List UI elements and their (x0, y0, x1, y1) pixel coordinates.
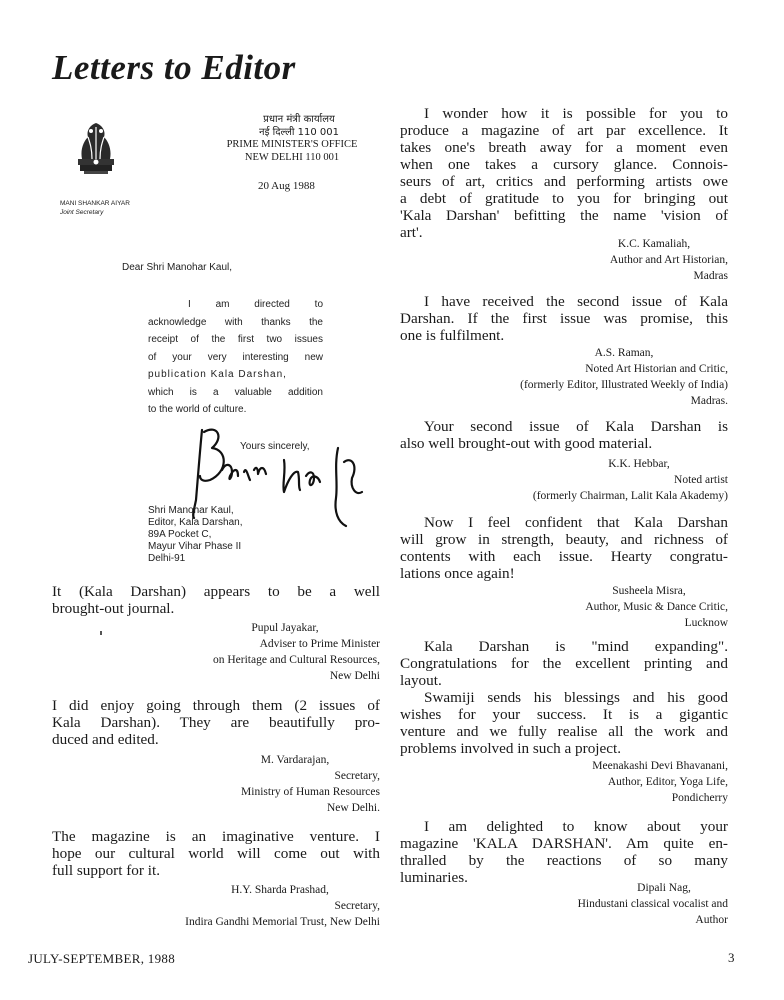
letter-bhavanani-text (400, 638, 728, 757)
letterhead-hindi (248, 113, 350, 139)
text-line: lations once again! (400, 565, 515, 582)
letter-vardarajan-text (52, 697, 380, 748)
text-line: when one takes a cursory glance. Connois- (400, 156, 728, 173)
text-line: I wonder how it is possible for you to (424, 105, 728, 122)
letterhead-office-line: PRIME MINISTER'S OFFICE (226, 139, 358, 150)
text-line: Your second issue of Kala Darshan is (424, 418, 728, 435)
text-line: Swamiji sends his blessings and his good (424, 689, 728, 706)
sender-name: MANI SHANKAR AIYAR (60, 200, 130, 207)
letter-body-line: I am directed to (188, 299, 323, 310)
letter-prashad-signature (120, 882, 380, 930)
text-line: full support for it. (52, 862, 160, 879)
letter-address (148, 505, 243, 565)
signature-line: Dipali Nag, (637, 882, 691, 894)
signature-line: Ministry of Human Resources (241, 786, 380, 798)
letter-salutation: Dear Shri Manohar Kaul, (122, 262, 233, 273)
signature-line: M. Vardarajan, (260, 754, 330, 766)
signature-line: K.K. Hebbar, (608, 458, 670, 470)
letter-hebbar-text (400, 418, 728, 452)
address-line: Delhi-91 (148, 553, 186, 564)
letter-body-line: to the world of culture. (148, 404, 247, 415)
signature-line: Madras (693, 270, 728, 282)
text-line: hope our cultural world will come out with (52, 845, 380, 862)
text-line: magazine 'KALA DARSHAN'. Am quite en- (400, 835, 728, 852)
letter-body-line: receipt of the first two issues (148, 334, 323, 345)
letterhead-hindi-line: प्रधान मंत्री कार्यालय (263, 114, 335, 125)
letterhead-office (222, 138, 362, 164)
letter-misra-text (400, 514, 728, 582)
signature-line: Secretary, (334, 900, 380, 912)
text-line: also well brought-out with good material. (400, 435, 653, 452)
text-line: contents with each issue. Hearty congratu- (400, 548, 728, 565)
signature-line: K.C. Kamaliah, (617, 238, 691, 250)
letter-jayakar-signature (150, 620, 380, 684)
letterhead-hindi-line: नई दिल्ली 110 001 (259, 127, 339, 138)
sender-block (60, 199, 130, 217)
signature-line: Author, Music & Dance Critic, (585, 601, 728, 613)
letter-prashad-text (52, 828, 380, 879)
text-line: Congratulations for the excellent printing and (400, 655, 728, 672)
text-line: layout. (400, 672, 442, 689)
text-line: a debt of gratitude to you for bringing out (400, 190, 728, 207)
letter-raman-signature (440, 345, 728, 409)
text-line: duced and edited. (52, 731, 159, 748)
text-line: Now I feel confident that Kala Darshan (424, 514, 728, 531)
signature-line: on Heritage and Cultural Resources, (212, 654, 380, 666)
letter-bhavanani-signature (480, 758, 728, 806)
letter-nag-signature (480, 880, 728, 928)
text-line: thralled by the reactions of so many (400, 852, 728, 869)
signature-line: Madras. (690, 395, 728, 407)
signature-line: New Delhi (329, 670, 380, 682)
text-line: will grow in strength, beauty, and richness of (400, 531, 728, 548)
text-line: I am delighted to know about your (424, 818, 728, 835)
letter-body-line: acknowledge with thanks the (148, 316, 323, 328)
signature-line: Author and Art Historian, (609, 254, 728, 266)
letter-raman-text (400, 293, 728, 344)
text-line: brought-out journal. (52, 600, 175, 617)
national-emblem-icon (74, 115, 118, 177)
signature-line: Pupul Jayakar, (251, 622, 319, 634)
text-line: takes one's breath away for a moment even (400, 139, 728, 156)
letter-closing: Yours sincerely, (240, 441, 310, 452)
signature-line: Lucknow (684, 617, 728, 629)
signature-line: Author (695, 914, 728, 926)
letter-hebbar-signature (440, 456, 728, 504)
signature-line: (formerly Editor, Illustrated Weekly of India) (520, 379, 728, 391)
text-line: Kala Darshan). They are beautifully pro- (52, 714, 380, 731)
signature-line: H.Y. Sharda Prashad, (231, 884, 329, 896)
sender-title: Joint Secretary (60, 209, 104, 216)
signature-line: Noted Art Historian and Critic, (585, 363, 728, 375)
letterhead-office-line: NEW DELHI 110 001 (244, 152, 340, 163)
signature-line: Meenakashi Devi Bhavanani, (592, 760, 728, 772)
letter-nag-text (400, 818, 728, 886)
signature-line: Susheela Misra, (612, 585, 686, 597)
letter-jayakar-text (52, 583, 380, 617)
letter-date: 20 Aug 1988 (258, 180, 315, 192)
letter-body-line: publication Kala Darshan, (148, 369, 287, 380)
text-line: produce a magazine of art par excellence. It (400, 122, 728, 139)
text-line: Kala Darshan is "mind expanding". (424, 638, 728, 655)
letter-body (148, 296, 323, 419)
print-speck (100, 631, 102, 635)
signature-line: Noted artist (674, 474, 728, 486)
letter-body-line: of your very interesting new (148, 351, 323, 363)
text-line: venture and we fully realise all the work and (400, 723, 728, 740)
text-line: I have received the second issue of Kala (424, 293, 728, 310)
issue-date: JULY-SEPTEMBER, 1988 (28, 951, 175, 966)
signature-line: Pondicherry (671, 792, 728, 804)
text-line: luminaries. (400, 869, 468, 886)
text-line: The magazine is an imaginative venture. I (52, 828, 380, 845)
text-line: seurs of art, critics and performing artists owe (400, 173, 728, 190)
text-line: art'. (400, 224, 423, 241)
page-number: 3 (728, 950, 735, 965)
text-line: It (Kala Darshan) appears to be a well (52, 583, 380, 600)
signature-line: Secretary, (334, 770, 380, 782)
address-line: Shri Manohar Kaul, (148, 505, 234, 516)
signature-line: Indira Gandhi Memorial Trust, New Delhi (185, 916, 380, 928)
letter-misra-signature (480, 583, 728, 631)
letter-vardarajan-signature (150, 752, 380, 816)
text-line: I did enjoy going through them (2 issues of (52, 697, 380, 714)
text-line: one is fulfilment. (400, 327, 505, 344)
address-line: Editor, Kala Darshan, (148, 517, 243, 528)
signature-line: Hindustani classical vocalist and (577, 898, 728, 910)
signature-line: New Delhi. (326, 802, 380, 814)
signature-line: Adviser to Prime Minister (259, 638, 380, 650)
letter-kamaliah-text (400, 105, 728, 241)
letter-body-line: which is a valuable addition (148, 386, 323, 398)
signature-line: Author, Editor, Yoga Life, (607, 776, 728, 788)
page-title: Letters to Editor (52, 48, 296, 87)
address-line: 89A Pocket C, (148, 529, 212, 540)
text-line: problems involved in such a project. (400, 740, 622, 757)
text-line: Darshan. If the first issue was promise, this (400, 310, 728, 327)
text-line: 'Kala Darshan' befitting the name 'vision of (400, 207, 728, 224)
signature-line: A.S. Raman, (594, 347, 654, 359)
signature-line: (formerly Chairman, Lalit Kala Akademy) (532, 490, 728, 502)
letter-kamaliah-signature (480, 236, 728, 284)
address-line: Mayur Vihar Phase II (148, 541, 242, 552)
text-line: wishes for your success. It is a gigantic (400, 706, 728, 723)
